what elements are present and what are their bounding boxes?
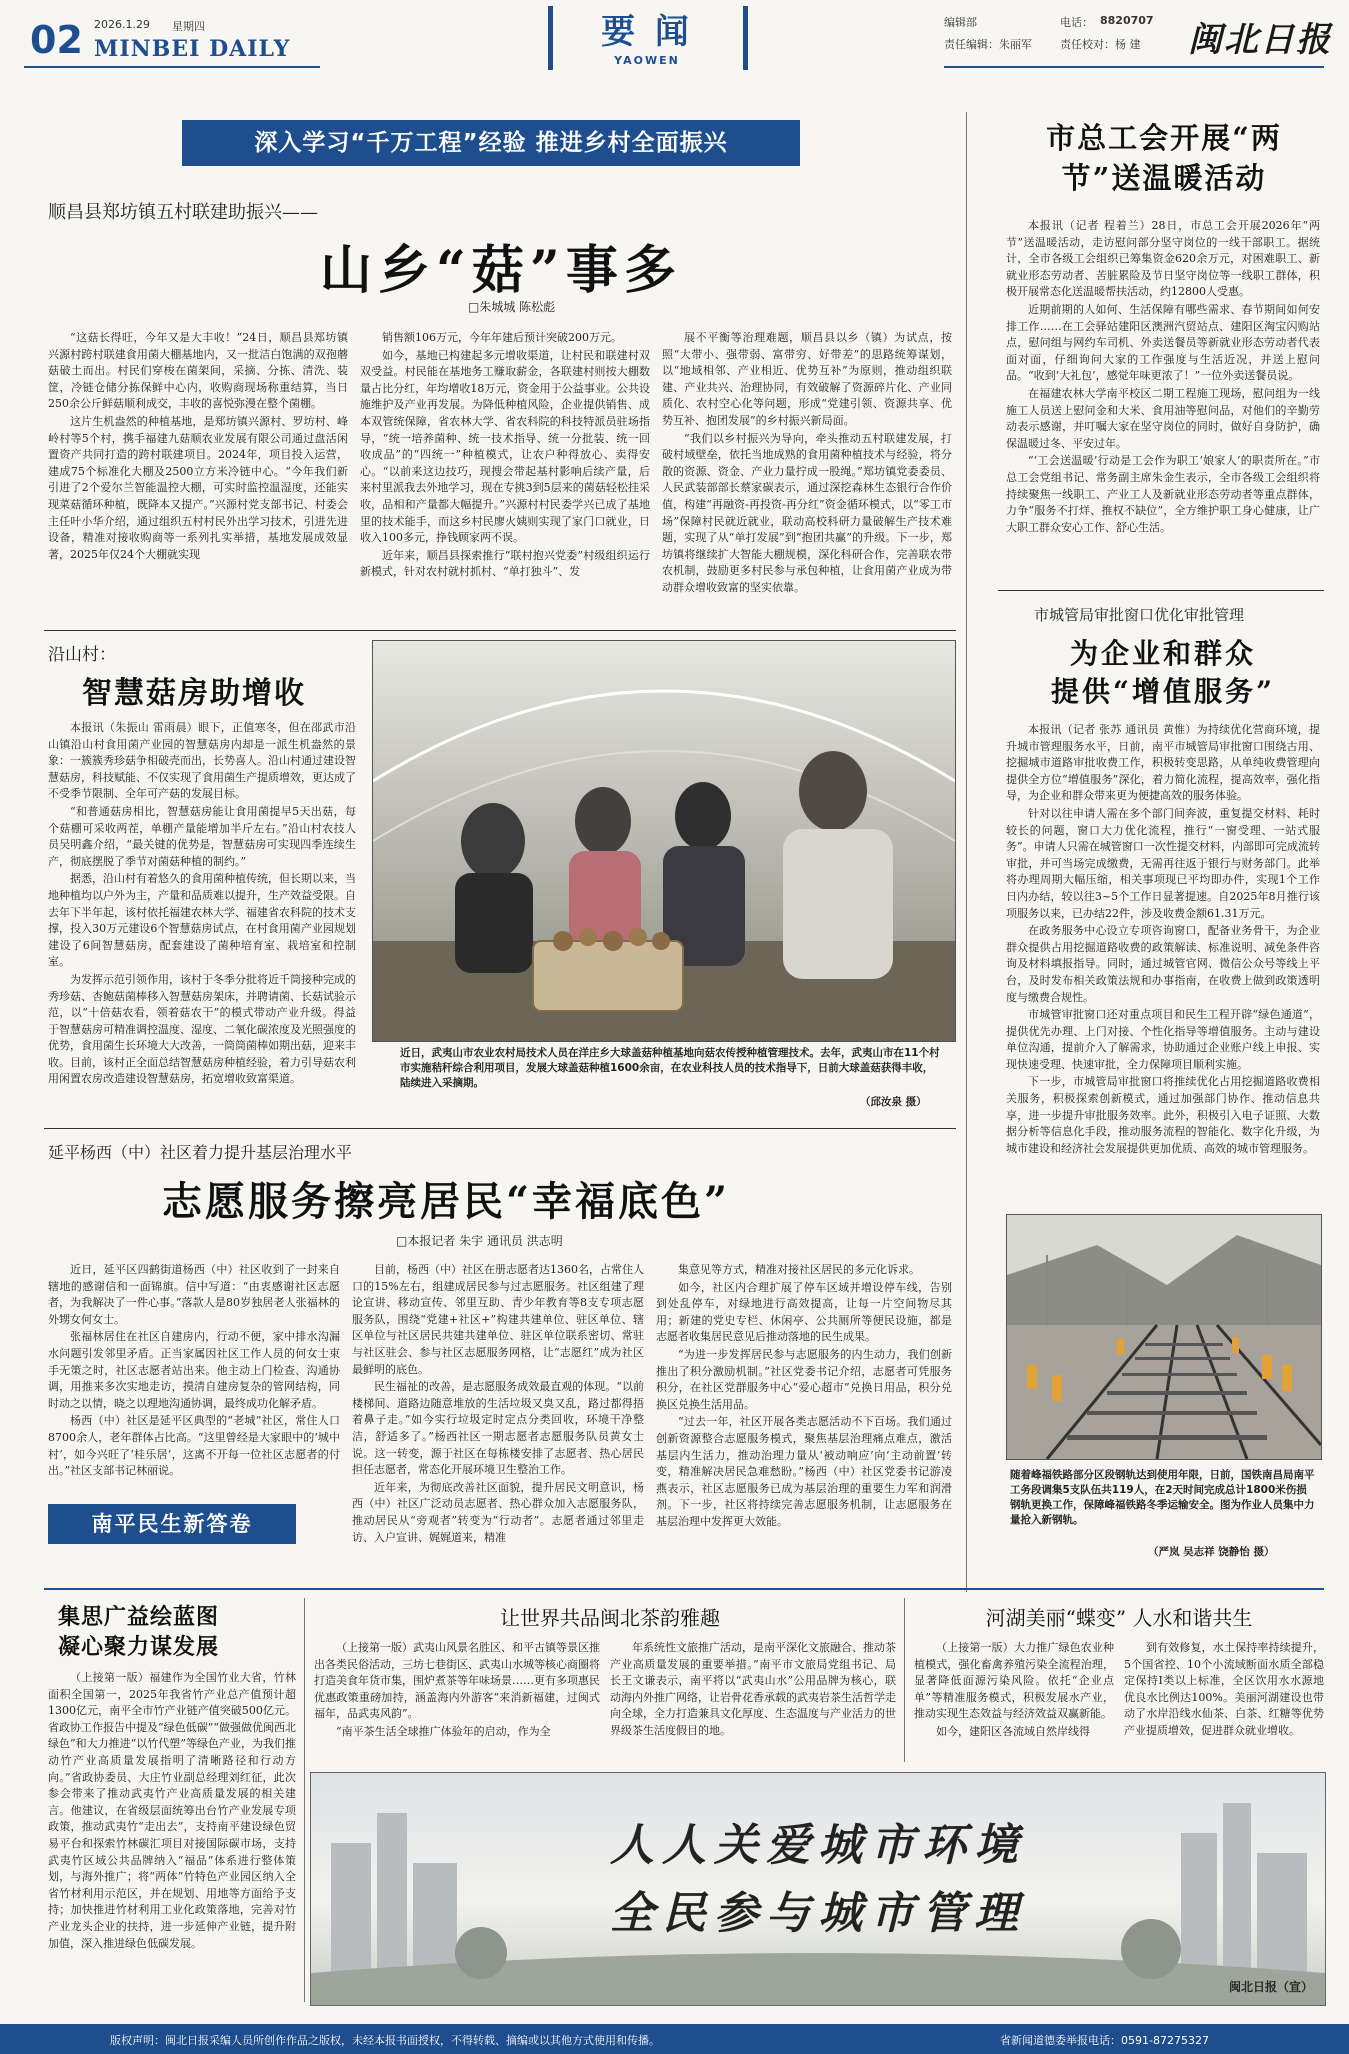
paragraph: 如今，建阳区各流域自然岸线得 bbox=[936, 1724, 1090, 1738]
railway-photo-caption bbox=[1010, 1468, 1316, 1528]
paragraph: 杨西（中）社区是延平区典型的“老城”社区，常住人口8700余人，老年群体占比高。“这里曾经是大家眼中的‘城中村’，如今兴旺了‘桂乐居’，这离不开每一位社区志愿者的付出。”社区支部书记林丽说。 bbox=[48, 1414, 340, 1478]
right-b-title-line-2: 提供“增值服务” bbox=[1050, 675, 1276, 708]
paragraph: “‘工会送温暖’行动是工会作为职工‘娘家人’的职责所在。”市总工会党组书记、常务副主席朱金生表示，全市各级工会组织将持续聚焦一线职工、产业工人及新就业形态劳动者等重点群体，力争“服务不打烊、推权不缺位”，全方维护职工身心健康，让广大职工群众安心工作、舒心生活。 bbox=[1006, 454, 1320, 534]
paragraph: 针对以往申请人需在多个部门间奔波，重复提交材料、耗时较长的问题，窗口大力优化流程，推行“一窗受理、一站式服务”。申请人只需在城管窗口一次性提交材料，内部即可完成流转审批，并可当场完成缴费，无需再往返于银行与财务部门。此举将办理周期大幅压缩，相关事项现已平均即办件，实现1个工作日内办结，较以往3~5个工作日显著提速。自2025年8月推行该项服务以来，已办结22件，涉及收费金额61.31万元。 bbox=[1006, 806, 1320, 920]
bottom-divider-1 bbox=[304, 1598, 305, 2002]
lead-column-2 bbox=[360, 330, 650, 620]
lead-kicker: 顺昌县郑坊镇五村联建助振兴—— bbox=[48, 202, 318, 223]
mushroom-photo-credit: （邱汝泉 摄） bbox=[860, 1096, 927, 1108]
right-b-title-line-1: 为企业和群众 bbox=[1069, 637, 1256, 670]
theme-banner: 深入学习“千万工程”经验 推进乡村全面振兴 bbox=[182, 120, 800, 166]
qa-banner: 南平民生新答卷 bbox=[48, 1504, 296, 1544]
paragraph: 集意见等方式，精准对接社区居民的多元化诉求。 bbox=[678, 1263, 920, 1276]
lead-column-1 bbox=[48, 330, 348, 620]
paragraph: 本报讯（记者 程着兰）28日，市总工会开展2026年“两节”送温暖活动，走访慰问部分坚守岗位的一线干部职工。据统计，全市各级工会组织已筹集资金620余万元，对困难职工、新就业形态劳动者、苦脏累险及节日坚守岗位等一线职工群体，积极开展常态化送温暖帮扶活动，约12800人受惠。 bbox=[1006, 219, 1320, 299]
paragraph: 为发挥示范引领作用，该村于冬季分批将近千筒接种完成的秀珍菇、杏鲍菇菌棒移入智慧菇房架床，并聘请菌、长菇试验示范，以“十倍菇农看，领着菇农干”的模式带动产业升级。得益于智慧菇房可精准调控温度、湿度、二氧化碳浓度及光照强度的优势，食用菌生长环境大大改善，一筒筒菌棒如期出菇，迎来丰收。目前，该村正全面总结智慧菇房种植经验，着力引导菇农利用闲置农房改造建设智慧菇房，拓宽增收致富渠道。 bbox=[48, 972, 356, 1086]
lead-bottom-rule bbox=[44, 630, 956, 631]
right-a-title: 市总工会开展“两节”送温暖活动 bbox=[1046, 121, 1282, 195]
lead-column-3 bbox=[662, 330, 952, 620]
issue-weekday: 星期四 bbox=[172, 20, 205, 33]
paragraph: 本报讯（记者 张苏 通讯员 黄惟）为持续优化营商环境，提升城市管理服务水平，日前，南平市城管局审批窗口围绕古用、挖掘城市道路审批收费工作，积极转变思路，从单纯收费管理向提供全方位“增值服务”深化，着力简化流程，提高效率，强化指导，为企业和群众带来更为便捷高效的服务体验。 bbox=[1006, 723, 1320, 803]
right-a-rule bbox=[998, 590, 1324, 591]
railway-photo bbox=[1006, 1214, 1322, 1460]
volunteer-byline: □本报记者 朱宇 通讯员 洪志明 bbox=[396, 1234, 563, 1248]
lead-byline: □朱城城 陈松彪 bbox=[468, 300, 556, 314]
paragraph: 展不平衡等治理难题，顺昌县以乡（镇）为试点，按照“大带小、强带弱、富带穷、好带差”的思路统筹谋划，以“地域相邻、产业相近、优势互补”为原则，推动组织联建、产业共兴、治理协同，有效破解了资源碎片化、产业同质化、农村空心化等问题，形成“党建引领、资源共享、优势互补、抱团发展”的乡村振兴新局面。 bbox=[662, 331, 952, 427]
copyright-notice: 版权声明：闽北日报采编人员所创作作品之版权，未经本报书面授权，不得转载、摘编或以其他方式使用和传播。 bbox=[110, 2034, 660, 2047]
right-column-divider bbox=[966, 112, 967, 1592]
right-b-body bbox=[1006, 722, 1320, 1198]
paragraph: “我们以乡村振兴为导向，牵头推动五村联建发展，打破村域壁垒，依托当地成熟的食用菌种植技术与经验，将分散的资源、资金、产业力量拧成一股绳。”郑坊镇党委委员、人民武装部部长蔡家碳表示，通过深挖森林生态银行合作价值，构建“再融资-再投资-再分红”资金循环模式，以“零工市场”保障村民就近就业，联动高校科研力量破解生产技术难题，实现了从“单打发展”到“抱团共赢”的升级。下一步，郑坊镇将继续扩大智能大棚规模，深化科研合作，完善联农带农机制，鼓励更多村民参与承包种植，让食用菌产业成为带动群众增收致富的坚实依靠。 bbox=[662, 431, 952, 594]
lead-title: 山乡“菇”事多 bbox=[320, 240, 682, 301]
railway-illustration bbox=[1007, 1215, 1321, 1459]
paragraph: 近年来，顺昌县探索推行“联村抱兴党委”村级组织运行新模式，针对农村就村抓村、“单打独斗”、发 bbox=[360, 548, 650, 579]
paragraph: 销售额106万元，今年年建后预计突破200万元。 bbox=[382, 331, 622, 344]
bottom-1-body bbox=[48, 1670, 296, 2002]
paragraph: 在福建农林大学南平校区二期工程施工现场，慰问组为一线施工人员送上慰问金和大米、食用油等慰问品，对他们的辛勤劳动表示感谢，并叮嘱大家在坚守岗位的同时，做好自身防护，确保温暖过冬、平安过年。 bbox=[1006, 386, 1320, 450]
mid-rule bbox=[44, 1128, 956, 1129]
bottom-3-column-2 bbox=[1124, 1640, 1324, 1760]
bottom-section-rule bbox=[44, 1588, 1324, 1590]
paragraph: 市城管审批窗口还对重点项目和民生工程开辟“绿色通道”，提供优先办理、上门对接、个性化指导等增值服务。主动与建设单位沟通，提前介入了解需求，协助通过企业账户线上申报、实现快速受理、快速审批，全力保障项目顺利实施。 bbox=[1006, 1008, 1320, 1071]
paragraph: 民生福祉的改善，是志愿服务成效最直观的体现。“以前楼梯间、道路边随意堆放的生活垃圾又臭又乱，路过都得捂着鼻子走。”如今实行垃圾定时定点分类回收，环境干净整洁，舒适多了。”杨西社区一期志愿者志愿服务队员黄女士说。这一转变，源于社区在每栋楼安排了志愿者、热心居民担任志愿者，常态化开展环境卫生整治工作。 bbox=[352, 1380, 644, 1477]
page-header bbox=[0, 0, 1349, 78]
editor-department: 编辑部 bbox=[944, 16, 977, 29]
header-rule-right bbox=[944, 66, 1324, 68]
paragraph: 如今，社区内合理扩展了停车区域并增设停车线，告别到处乱停车，对绿地进行高效提高，让每一片空间物尽其用；新建的党史专栏、休闲亭、公共厕所等便民设施，都是志愿者收集居民意见后推动落地的民生成果。 bbox=[656, 1280, 952, 1344]
paragraph: 年系统性文旅推广活动，是南平深化文旅融合、推动茶产业高质量发展的重要举措。”南平市文旅局党组书记、局长王文谦表示，南平将以“武夷山水”公用品牌为核心，联动海内外推广网络，让岩骨花香承载的武夷岩茶生活哲学走向全球，全力打造兼具文化厚度、生态温度与产业活力的世界级茶生活度假目的地。 bbox=[610, 1641, 896, 1737]
ad-signature: 闽北日报（宣） bbox=[1228, 1980, 1313, 1994]
paragraph: 目前，杨西（中）社区在册志愿者达1360名，占常住人口的15%左右，组建成居民参与过志愿服务。社区组建了理论宣讲、移动宣传、邻里互助、青少年教育等8支专项志愿服务队，围绕“党建+社区+”构建共建单位、驻区单位、辖区单位与社区居民共建共建单位、驻区单位联系密切、常驻与社区驻会、参与社区志愿服务网格，让“志愿红”成为社区最鲜明的底色。 bbox=[352, 1263, 644, 1376]
paragraph: 近期前期的人如何、生活保障有哪些需求、春节期间如何安排工作……在工会驿站建阳区澳洲汽贸站点、建阳区淘宝闪购站点，慰问组与网约车司机、外卖送餐员等新就业形态劳动者代表面对面，仔细询问大家的工作强度与生活近况，并送上慰问品。“收到‘大礼包’，感觉年味更浓了！”一位外卖送餐员说。 bbox=[1006, 302, 1320, 383]
phone-number: 8820707 bbox=[1100, 14, 1154, 27]
railway-photo-credit: （严岚 吴志祥 饶静怡 摄） bbox=[1148, 1546, 1275, 1558]
bottom-2-title: 让世界共品闽北茶韵雅趣 bbox=[500, 1606, 720, 1630]
caption-text: 近日，武夷山市农业农村局技术人员在洋庄乡大球盖菇种植基地向菇农传授种植管理技术。去年，武夷山市在11个村市实施秸秆综合利用项目，发展大球盖菇种植1600余亩，在农业科技人员的技术指导下，日前大球盖菇获得丰收，陆续进入采摘期。 bbox=[400, 1047, 940, 1089]
caption-text: 随着峰福铁路部分区段钢轨达到使用年限，日前，国铁南昌局南平工务段调集5支队伍共119人，在2天时间完成总计1800米伤损钢轨更换工作，保障峰福铁路冬季运输安全。图为作业人员集中力量抢入新钢轨。 bbox=[1010, 1469, 1315, 1526]
paragraph: “为进一步发挥居民参与志愿服务的内生动力，我们创新推出了积分激励机制。”社区党委书记介绍，志愿者可凭服务积分，在社区党群服务中心“爱心超市”兑换日用品，积分兑换区兑换生活用品。 bbox=[656, 1347, 952, 1411]
bottom-3-title: 河湖美丽“蝶变” 人水和谐共生 bbox=[985, 1606, 1253, 1630]
section-english: YAOWEN bbox=[614, 54, 680, 67]
side-a-body bbox=[48, 720, 356, 1128]
paragraph: 近日，延平区四鹤街道杨西（中）社区收到了一封来自辖地的感谢信和一面锦旗。信中写道：“由衷感谢社区志愿者，为我解决了一件心事。”落款人是80岁独居老人张福林的外甥女何女士。 bbox=[48, 1263, 340, 1326]
masthead-logo: 闽北日报 bbox=[1188, 20, 1332, 60]
paragraph: （上接第一版）大力推广绿色农业种植模式，强化畜禽养殖污染全流程治理，显著降低面源污染风险。依托“企业点单”等精准服务模式，积极发展水产业，推动实现生态效益与经济效益双赢新能。 bbox=[914, 1641, 1114, 1721]
paragraph: “这菇长得旺，今年又是大丰收！”24日，顺昌县郑坊镇兴源村跨村联建食用菌大棚基地内，又一批洁白饱满的双孢蘑菇破土而出。村民们穿梭在菌架间，采摘、分拣、清洗、装筐，冷链仓储分拣保鲜中心内，收购商现场称重结算，当日250余公斤鲜菇顺利成交，丰收的喜悦弥漫在整个菌棚。 bbox=[48, 331, 348, 411]
paragraph: 如今，基地已构建起多元增收渠道，让村民和联建村双双受益。村民能在基地务工赚取薪金，各联建村则按大棚数量占比分红，年均增收18万元，资金用于公益事业。公共设施维护及产业再发展。为降低种植风险，企业提供销售、成本双管统保障，省农林大学、省农科院的科技特派员驻场指导，“统一培养菌种、统一技术指导、统一分批装、统一回收成品”的“四统一”种植模式，让农户种得放心、卖得安心。“以前来这边技巧，现搜会带起基村影响后续产量，后来村里派我去外地学习，现在专挑3到5层来的菌菇轻松挂采收，品相和产量都大幅提升。”兴源村村民委学兴已成了基地里的技术能手，而这乡村民廖火姨则实现了家门口就业，日收入100多元，挣钱顾家两不误。 bbox=[360, 348, 650, 545]
paragraph: 近年来，为彻底改善社区面貌，提升居民文明意识，杨西（中）社区广泛动员志愿者、热心群众加入志愿服务队，推动居民从“旁观者”转变为“行动者”。志愿者通过邻里走访、入户宣讲、娓娓道来，精准 bbox=[352, 1480, 644, 1544]
paragraph: 这片生机盎然的种植基地，是郑坊镇兴源村、罗坊村、峰岭村等5个村，携手福建九菇顺农业发展有限公司通过盘活闲置资产共同打造的跨村联建项目。2024年，项目投入运营，建成75个标准化大棚及2500立方米冷链中心。“今年我们新引进了2个爱尔兰智能温控大棚，可实时监控温湿度，还能实现菜菇循环种植，既降本又提产。”兴源村党支部书记、村委会主任叶小华介绍，通过组织五村村民外出学习技术，引进先进设备，精准对接收购商等一系列扎实举措，基地发展成效显著，2025年仅24个大棚就实现 bbox=[48, 414, 348, 561]
phone-label: 电话： bbox=[1060, 16, 1093, 29]
paragraph: “和普通菇房相比，智慧菇房能让食用菌提早5天出菇，每个菇棚可采收两茬，单棚产量能增加半斤左右。”沿山村农技人员吴明鑫介绍，“最关键的优势是，智慧菇房可实现四季连续生产，彻底摆脱了季节对菌菇种植的制约。” bbox=[48, 804, 356, 868]
side-a-title: 智慧菇房助增收 bbox=[82, 676, 306, 711]
volunteer-kicker: 延平杨西（中）社区着力提升基层治理水平 bbox=[48, 1143, 353, 1162]
bottom-2-column-1 bbox=[314, 1640, 600, 1760]
mushroom-photo-caption bbox=[400, 1046, 940, 1091]
paragraph: 本报讯（朱振山 雷雨晨）眼下，正值寒冬，但在邵武市沿山镇沿山村食用菌产业园的智慧菇房内却是一派生机盎然的景象：一簇簇秀珍菇争相破壳而出，长势喜人。沿山村通过建设智慧菇房，科技赋能、不仅实现了食用菌生产提质增效，更达成了不受季节限制、全年可产菇的发展目标。 bbox=[48, 721, 356, 801]
mushroom-farm-photo bbox=[372, 640, 956, 1042]
chief-editor: 责任编辑：朱丽军 bbox=[944, 38, 1032, 51]
right-a-body bbox=[1006, 218, 1320, 568]
side-a-kicker: 沿山村： bbox=[48, 645, 116, 665]
bottom-2-column-2 bbox=[610, 1640, 896, 1760]
paper-english-name: MINBEI DAILY bbox=[94, 36, 291, 62]
volunteer-column-2 bbox=[352, 1262, 644, 1588]
bottom-1-title-line-1: 集思广益绘蓝图 bbox=[58, 1604, 220, 1630]
public-service-ad bbox=[310, 1772, 1326, 2006]
paragraph: “过去一年，社区开展各类志愿活动不下百场。我们通过创新资源整合志愿服务模式，聚焦基层治理痛点难点，激活基层内生活力，推动治理力量从‘被动响应’向‘主动前置’转变，精准解决居民急难愁盼。”杨西（中）社区党委书记游凌燕表示，社区志愿服务已成为基层治理的重要生力军和润滑剂。下一步，社区将持续完善志愿服务机制，让志愿服务在基层治理中发挥更大效能。 bbox=[656, 1415, 952, 1528]
paragraph: （上接第一版）武夷山风景名胜区、和平古镇等景区推出各类民俗活动，三坊七巷街区、武夷山水城等核心商圈将打造美食年货市集，围炉煮茶等年味场景……更有多项惠民优惠政策重磅加持，涵盖海内外游客“来消新福建，过闽式福年，品武夷风韵”。 bbox=[314, 1641, 600, 1721]
page-footer bbox=[0, 2024, 1349, 2054]
ad-slogan-line-2: 全民参与城市管理 bbox=[610, 1888, 1026, 1939]
proofreader: 责任校对：杨 建 bbox=[1060, 38, 1141, 51]
volunteer-column-1 bbox=[48, 1262, 340, 1494]
paragraph: （上接第一版）福建作为全国竹业大省，竹林面积全国第一，2025年我省竹产业总产值预计超1300亿元，南平全市竹产业链产值突破500亿元。省政协工作报告中提及“绿色低碳”“做强做优闽西北绿色”和大力推进“以竹代塑”等绿色产业，为我们推动竹产业高质量发展指明了清晰路径和行动方向。”省政协委员、大庄竹业副总经理刘红征，此次参会带来了推动武夷竹产业高质量发展的相关建言。他建议，在省级层面统筹出台竹产业发展专项政策，推动武夷竹“走出去”，支持南平建设绿色贸易平台和探索竹林碳汇项目对接国际碳市场，支持武夷竹区域公共品牌纳入“福品”体系进行整体策划，与海外推广；将“两体”竹特色产业园区纳入全省竹材利用示范区，并在规划、用地等方面给予支持；加快推进竹材利用工业化政策落地，完善对竹产业龙头企业的扶持，进一步延伸产业链，提升附加值，深入推进绿色低碳发展。 bbox=[48, 1671, 296, 1950]
page-number: 02 bbox=[30, 18, 83, 62]
section-title: 要 闻 bbox=[601, 12, 693, 52]
bottom-divider-2 bbox=[904, 1598, 905, 1762]
volunteer-column-3 bbox=[656, 1262, 952, 1588]
report-hotline: 省新闻道德委举报电话：0591-87275327 bbox=[1000, 2034, 1209, 2047]
paragraph: 张福林居住在社区自建房内，行动不便，家中排水沟漏水问题引发邻里矛盾。正当家属因社区工作人员的何女士束手无策之时，社区志愿者站出来。他主动上门检查、沟通协调，用推来多次实地走访，摸清自建房复杂的管网结构，同时动之以情，晓之以理地沟通协调，最终成功化解矛盾。 bbox=[48, 1330, 340, 1410]
volunteer-title: 志愿服务擦亮居民“幸福底色” bbox=[162, 1178, 731, 1225]
paragraph: 到有效修复，水土保持率持续提升，5个国省控、10个小流域断面水质全部稳定保持Ⅰ类以上标准，全区饮用水水源地优良水比例达100%。美丽河湖建设也带动了水岸沿线水仙茶、白茶、红糖等优势产业提质增效，促进群众就业增收。 bbox=[1124, 1641, 1324, 1737]
ad-slogan-line-1: 人人关爱城市环境 bbox=[610, 1820, 1026, 1871]
paragraph: 据悉，沿山村有着悠久的食用菌种植传统，但长期以来，当地种植均以户外为主，产量和品质难以提升，生产效益受限。自去年下半年起，该村依托福建农林大学、福建省农科院的技术支撑，投入30万元建设6个智慧菇房试点，在村食用菌产业园规划建设了6间智慧菇房，配套建设了菌种培育室、栽培室和控制室。 bbox=[48, 872, 356, 969]
paragraph: 下一步，市城管局审批窗口将推续优化占用挖掘道路收费相关服务，积极探索创新模式，通过加强部门协作、推动信息共享，进一步提升审批服务效率。此外，积极引入电子证照、大数据分析等信息化手段，推动服务流程的智能化、数字化升级，为城市建设和经济社会发展提供更加优质、高效的城市管理服务。 bbox=[1006, 1075, 1320, 1155]
paragraph: 在政务服务中心设立专项咨询窗口，配备业务骨干，为企业群众提供占用挖掘道路收费的政策解读、标准说明、减免条件咨询及材料填报指导。同时，通过城管官网、微信公众号等线上平台，及时发布相关政策法规和办事指南，在收费上做到政策透明度与缴费合规性。 bbox=[1006, 924, 1320, 1004]
issue-date: 2026.1.29 bbox=[94, 18, 150, 31]
greenhouse-illustration bbox=[373, 641, 955, 1041]
paragraph: “南平茶生活全球推广体验年的启动，作为全 bbox=[336, 1724, 551, 1738]
bottom-3-column-1 bbox=[914, 1640, 1114, 1760]
right-b-kicker: 市城管局审批窗口优化审批管理 bbox=[1034, 606, 1245, 624]
header-rule-left bbox=[24, 66, 320, 68]
bottom-1-title-line-2: 凝心聚力谋发展 bbox=[58, 1634, 220, 1660]
